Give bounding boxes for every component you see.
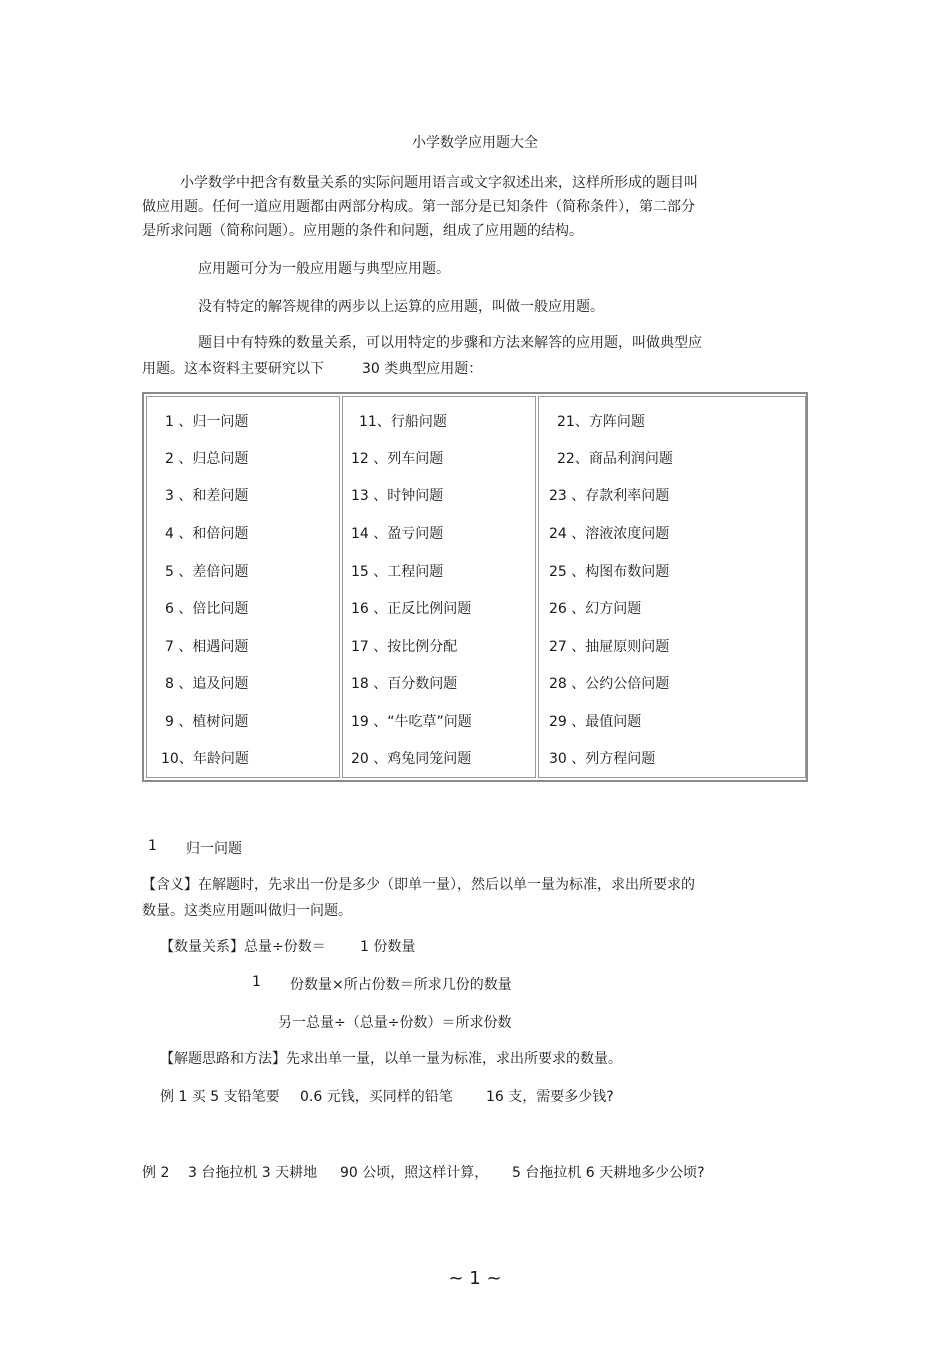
intro-p4-line2b: 30 类典型应用题： [362,361,483,377]
page-title: 小学数学应用题大全 [412,135,538,151]
table-cell: 29 、最值问题 [549,714,642,730]
relation-line2a: 1 [252,974,261,990]
table-cell: 6 、倍比问题 [165,601,249,617]
table-cell: 17 、按比例分配 [351,639,458,655]
meaning-line2: 数量。这类应用题叫做归一问题。 [142,903,352,919]
table-cell: 2 、归总问题 [165,451,249,467]
table-cell: 25 、构图布数问题 [549,564,670,580]
example2-part3: 90 公顷，照这样计算， [340,1165,489,1181]
example1-part2: 0.6 元钱，买同样的铅笔 [300,1089,453,1105]
page-number: ~ 1 ~ [448,1268,502,1289]
table-cell: 30 、列方程问题 [549,751,656,767]
table-column-1 [146,396,340,778]
table-cell: 3 、和差问题 [165,488,249,504]
intro-p2: 应用题可分为一般应用题与典型应用题。 [198,261,450,277]
relation-line2b: 份数量×所占份数＝所求几份的数量 [290,977,512,993]
table-cell: 7 、相遇问题 [165,639,249,655]
table-cell: 15 、工程问题 [351,564,444,580]
problem-types-table [142,392,808,782]
table-cell: 13 、时钟问题 [351,488,444,504]
table-cell: 28 、公约公倍问题 [549,676,670,692]
table-cell: 16 、正反比例问题 [351,601,472,617]
intro-p1-line2: 做应用题。任何一道应用题都由两部分构成。第一部分是已知条件（简称条件），第二部分 [142,199,695,215]
relation-line3: 另一总量÷（总量÷份数）＝所求份数 [278,1015,512,1031]
intro-p3: 没有特定的解答规律的两步以上运算的应用题，叫做一般应用题。 [198,299,604,315]
method-line: 【解题思路和方法】先求出单一量，以单一量为标准，求出所要求的数量。 [160,1051,622,1067]
example2-part4: 5 台拖拉机 6 天耕地多少公顷? [512,1165,705,1181]
table-cell: 20 、鸡兔同笼问题 [351,751,472,767]
intro-p4-line1: 题目中有特殊的数量关系，可以用特定的步骤和方法来解答的应用题，叫做典型应 [198,335,702,351]
table-cell: 21、方阵问题 [557,414,645,430]
example1-part3: 16 支，需要多少钱? [486,1089,614,1105]
table-cell: 22、商品利润问题 [557,451,673,467]
table-cell: 1 、归一问题 [165,414,249,430]
table-cell: 8 、追及问题 [165,676,249,692]
table-cell: 12 、列车问题 [351,451,444,467]
relation-line1b: 1 份数量 [360,939,416,955]
table-cell: 23 、存款利率问题 [549,488,670,504]
table-cell: 27 、抽屉原则问题 [549,639,670,655]
intro-p1-line1: 小学数学中把含有数量关系的实际问题用语言或文字叙述出来，这样所形成的题目叫 [180,175,698,191]
relation-line1a: 【数量关系】总量÷份数＝ [160,939,326,955]
example2-part1: 例 2 [142,1165,170,1181]
section-number: 1 [148,838,157,854]
table-cell: 26 、幻方问题 [549,601,642,617]
table-cell: 10、年龄问题 [161,751,249,767]
meaning-line1: 【含义】在解题时，先求出一份是多少（即单一量），然后以单一量为标准，求出所要求的 [142,877,695,893]
example1-part1: 例 1 买 5 支铅笔要 [160,1089,280,1105]
table-cell: 4 、和倍问题 [165,526,249,542]
intro-p4-line2a: 用题。这本资料主要研究以下 [142,361,324,377]
table-cell: 9 、植树问题 [165,714,249,730]
table-cell: 5 、差倍问题 [165,564,249,580]
section-heading: 归一问题 [186,841,242,857]
intro-p1-line3: 是所求问题（简称问题）。应用题的条件和问题，组成了应用题的结构。 [142,223,583,239]
table-cell: 19 、“牛吃草”问题 [351,714,472,730]
table-cell: 11、行船问题 [359,414,447,430]
table-cell: 18 、百分数问题 [351,676,458,692]
table-column-2 [342,396,536,778]
table-column-3 [538,396,806,778]
table-cell: 24 、溶液浓度问题 [549,526,670,542]
table-cell: 14 、盈亏问题 [351,526,444,542]
example2-part2: 3 台拖拉机 3 天耕地 [188,1165,318,1181]
